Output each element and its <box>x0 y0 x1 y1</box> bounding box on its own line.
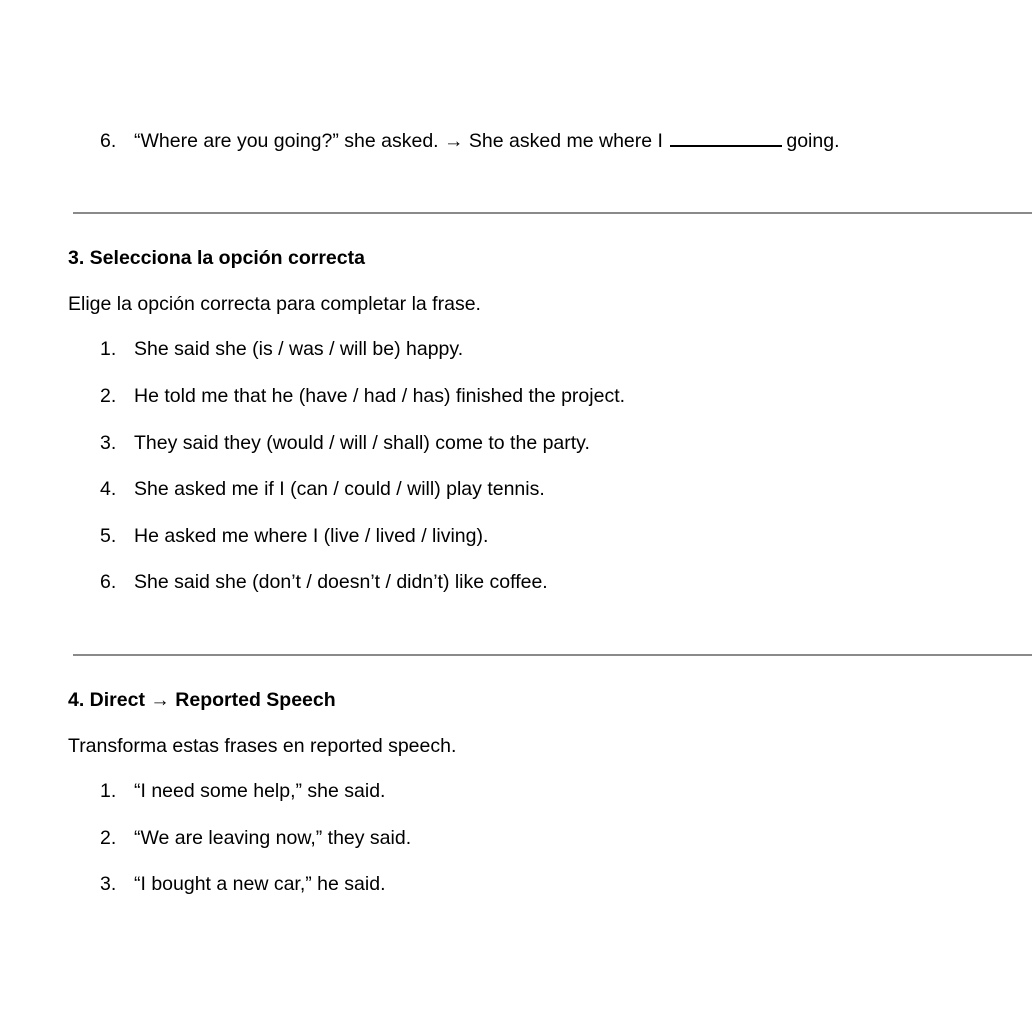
section-3-title: 3. Selecciona la opción correcta <box>68 247 365 269</box>
item-text: He asked me where I (live / lived / living). <box>134 525 489 547</box>
item-text-after: going. <box>786 130 840 152</box>
answer-blank <box>670 129 782 147</box>
list-item <box>100 826 411 850</box>
section-divider <box>73 212 1032 214</box>
list-item <box>100 872 385 896</box>
item-number: 1. <box>100 780 117 802</box>
item-text: She said she (is / was / will be) happy. <box>134 338 464 360</box>
item-text: “I need some help,” she said. <box>134 780 386 802</box>
item-text: They said they (would / will / shall) come to the party. <box>134 432 590 454</box>
item-number: 2. <box>100 827 117 849</box>
item-text: “We are leaving now,” they said. <box>134 827 412 849</box>
item-text: “I bought a new car,” he said. <box>134 873 386 895</box>
item-text: He told me that he (have / had / has) finished the project. <box>134 385 626 407</box>
list-item-fill-blank <box>100 129 840 153</box>
item-number: 5. <box>100 525 117 547</box>
list-item <box>100 337 463 361</box>
list-item <box>100 431 590 455</box>
item-text: She asked me if I (can / could / will) play tennis. <box>134 478 545 500</box>
item-text-before: “Where are you going?” she asked. → She asked me where I <box>134 130 663 152</box>
section-4-title: 4. Direct → Reported Speech <box>68 689 336 711</box>
list-item <box>100 384 625 408</box>
item-number: 6. <box>100 571 117 593</box>
list-item <box>100 570 548 594</box>
section-3-instruction: Elige la opción correcta para completar la frase. <box>68 293 481 315</box>
item-text: She said she (don’t / doesn’t / didn’t) like coffee. <box>134 571 548 593</box>
item-number: 1. <box>100 338 117 360</box>
item-number: 2. <box>100 385 117 407</box>
section-divider <box>73 654 1032 656</box>
item-number: 3. <box>100 432 117 454</box>
list-item <box>100 524 488 548</box>
item-number: 3. <box>100 873 117 895</box>
list-item <box>100 779 385 803</box>
item-number: 6. <box>100 130 117 152</box>
list-item <box>100 477 545 501</box>
section-4-instruction: Transforma estas frases en reported speech. <box>68 735 457 757</box>
item-number: 4. <box>100 478 117 500</box>
